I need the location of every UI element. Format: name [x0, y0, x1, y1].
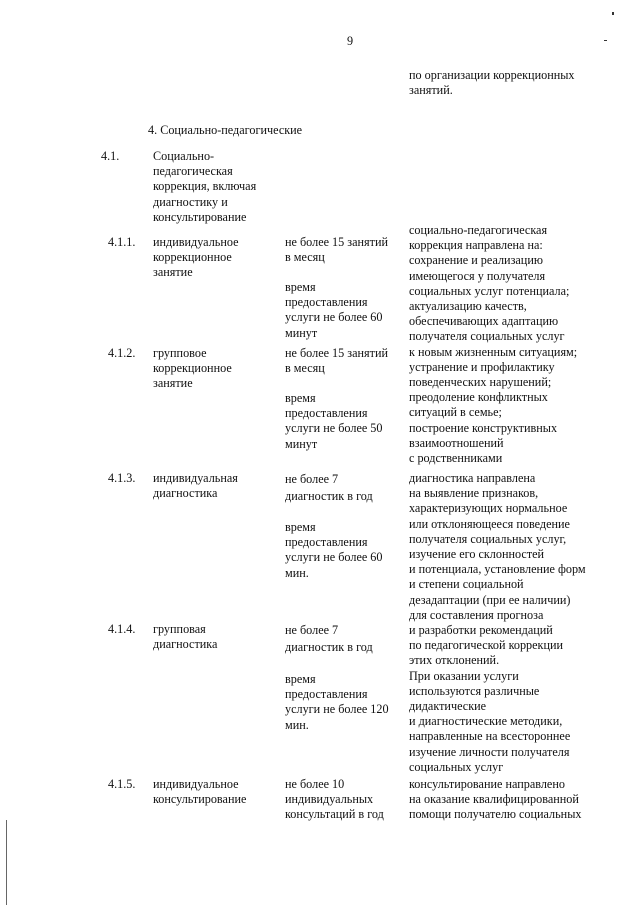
- service-name-4-1-5: индивидуальное консультирование: [153, 777, 247, 807]
- description-consulting: консультирование направлено на оказание квалифицированной помощи получателю социальных: [409, 777, 582, 822]
- page-number: 9: [347, 34, 354, 48]
- service-name-4-1-4: групповая диагностика: [153, 622, 218, 652]
- service-name-4-1-1: индивидуальное коррекционное занятие: [153, 235, 239, 280]
- previous-page-continuation: по организации коррекционных занятий.: [409, 68, 575, 98]
- service-name-4-1-3: индивидуальная диагностика: [153, 471, 238, 501]
- service-volume-4-1-1: не более 15 занятий в месяц: [285, 235, 389, 265]
- service-time-4-1-3: время предоставления услуги не более 60 мин.: [285, 520, 383, 580]
- service-volume-4-1-3: не более 7 диагностик в год: [285, 472, 373, 503]
- service-volume-4-1-5: не более 10 индивидуальных консультаций в год: [285, 777, 384, 822]
- section-heading: 4. Социально-педагогические: [148, 123, 303, 137]
- scan-mark-right: [604, 40, 607, 41]
- service-volume-4-1-2: не более 15 занятий в месяц: [285, 346, 389, 376]
- row-number-4-1: 4.1.: [101, 149, 120, 163]
- service-volume-4-1-4: не более 7 диагностик в год: [285, 623, 373, 654]
- service-name-4-1-2: групповое коррекционное занятие: [153, 346, 232, 391]
- row-number-4-1-2: 4.1.2.: [108, 346, 136, 360]
- row-number-4-1-4: 4.1.4.: [108, 622, 136, 636]
- row-number-4-1-5: 4.1.5.: [108, 777, 136, 791]
- scan-mark-top-right: [612, 12, 614, 15]
- service-name-4-1: Социально- педагогическая коррекция, включая диагностику и консультирование: [153, 149, 257, 224]
- service-time-4-1-4: время предоставления услуги не более 120 мин.: [285, 672, 389, 732]
- row-number-4-1-3: 4.1.3.: [108, 471, 136, 485]
- row-number-4-1-1: 4.1.1.: [108, 235, 136, 249]
- service-time-4-1-1: время предоставления услуги не более 60 минут: [285, 280, 383, 340]
- service-time-4-1-2: время предоставления услуги не более 50 минут: [285, 391, 383, 451]
- description-diagnostics: диагностика направлена на выявление признаков, характеризующих нормальное или отклоняющееся поведение получателя социальных услуг, изучение его склонностей и потенциала, установление форм и степени социальной дезадаптации (при ее наличии) для составления прогноза и разработки рекомендаций по педагогической коррекции этих отклонений. При оказании услуги используются различные дидактические и диагностические методики, направленные на всестороннее изучение личности получателя социальных услуг: [409, 471, 586, 774]
- description-correction: социально-педагогическая коррекция направлена на: сохранение и реализацию имеющегося у получателя социальных услуг потенциала; актуализацию качеств, обеспечивающих адаптацию получателя социальных услуг к новым жизненным ситуациям; устранение и профилактику поведенческих нарушений; преодоление конфликтных ситуаций в семье; построение конструктивных взаимоотношений с родственниками: [409, 223, 578, 466]
- scan-mark-left-margin: [6, 820, 7, 905]
